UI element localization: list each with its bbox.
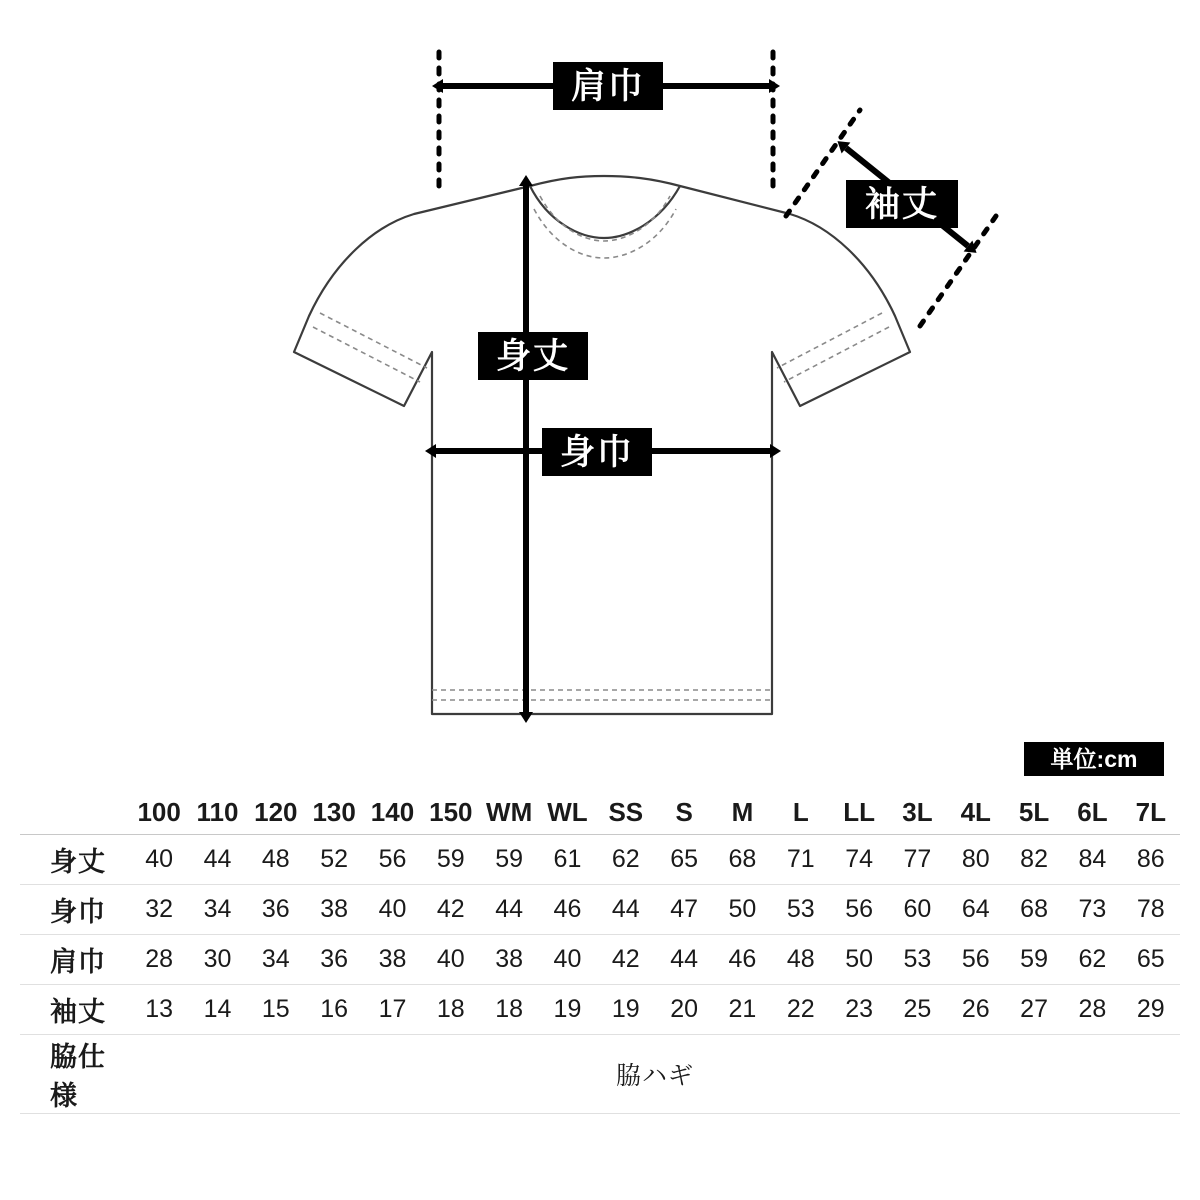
- measure-cell: 27: [1005, 985, 1063, 1035]
- measure-cell: 18: [480, 985, 538, 1035]
- table-row: [20, 885, 1180, 935]
- size-header-ll: LL: [830, 790, 888, 835]
- measure-cell: 56: [947, 935, 1005, 985]
- measure-cell: 59: [1005, 935, 1063, 985]
- measure-cell: 34: [188, 885, 246, 935]
- measure-cell: 40: [538, 935, 596, 985]
- measure-cell: 74: [830, 835, 888, 885]
- size-header-130: 130: [305, 790, 363, 835]
- measure-cell: 46: [713, 935, 771, 985]
- measure-cell: 40: [130, 835, 188, 885]
- measure-cell: 23: [830, 985, 888, 1035]
- size-header-s: S: [655, 790, 713, 835]
- size-header-3l: 3L: [888, 790, 946, 835]
- label-body-length: 身丈: [478, 332, 588, 380]
- size-table-container: [0, 790, 1200, 1114]
- table-row: [20, 985, 1180, 1035]
- label-unit: 単位:cm: [1024, 742, 1164, 776]
- measure-cell: 78: [1122, 885, 1180, 935]
- measure-cell: 48: [247, 835, 305, 885]
- measure-cell: 44: [655, 935, 713, 985]
- measure-cell: 68: [713, 835, 771, 885]
- measure-cell: 65: [1122, 935, 1180, 985]
- measure-cell: 42: [422, 885, 480, 935]
- measure-cell: 52: [305, 835, 363, 885]
- table-row: [20, 935, 1180, 985]
- table-body: [20, 835, 1180, 1114]
- measure-cell: 73: [1063, 885, 1121, 935]
- measure-cell: 64: [947, 885, 1005, 935]
- measure-cell: 62: [1063, 935, 1121, 985]
- size-header-110: 110: [188, 790, 246, 835]
- measure-cell: 38: [305, 885, 363, 935]
- measure-cell: 25: [888, 985, 946, 1035]
- measure-cell: 86: [1122, 835, 1180, 885]
- measure-cell: 56: [830, 885, 888, 935]
- measure-cell: 80: [947, 835, 1005, 885]
- measure-cell: 60: [888, 885, 946, 935]
- measure-cell: 14: [188, 985, 246, 1035]
- note-row-value: 脇ハギ: [130, 1035, 1180, 1114]
- table-row: [20, 835, 1180, 885]
- measure-cell: 77: [888, 835, 946, 885]
- measure-cell: 34: [247, 935, 305, 985]
- measure-cell: 44: [188, 835, 246, 885]
- row-label: 身巾: [20, 885, 130, 935]
- measure-cell: 28: [130, 935, 188, 985]
- table-header-row: [20, 790, 1180, 835]
- measure-cell: 13: [130, 985, 188, 1035]
- measure-cell: 40: [363, 885, 421, 935]
- measure-cell: 42: [597, 935, 655, 985]
- measure-cell: 50: [830, 935, 888, 985]
- measure-cell: 48: [772, 935, 830, 985]
- table-note-row: [20, 1035, 1180, 1114]
- measure-cell: 32: [130, 885, 188, 935]
- measure-cell: 16: [305, 985, 363, 1035]
- measure-cell: 28: [1063, 985, 1121, 1035]
- size-header-100: 100: [130, 790, 188, 835]
- measure-cell: 38: [363, 935, 421, 985]
- measure-cell: 36: [247, 885, 305, 935]
- measure-cell: 62: [597, 835, 655, 885]
- measure-cell: 61: [538, 835, 596, 885]
- measure-cell: 68: [1005, 885, 1063, 935]
- size-header-m: M: [713, 790, 771, 835]
- measure-cell: 47: [655, 885, 713, 935]
- measure-cell: 19: [597, 985, 655, 1035]
- measure-cell: 84: [1063, 835, 1121, 885]
- label-sleeve-length: 袖丈: [846, 180, 958, 228]
- label-body-width: 身巾: [542, 428, 652, 476]
- measure-cell: 44: [480, 885, 538, 935]
- size-header-wm: WM: [480, 790, 538, 835]
- measure-cell: 65: [655, 835, 713, 885]
- size-header-4l: 4L: [947, 790, 1005, 835]
- measure-cell: 44: [597, 885, 655, 935]
- measure-cell: 38: [480, 935, 538, 985]
- measure-cell: 15: [247, 985, 305, 1035]
- measure-cell: 18: [422, 985, 480, 1035]
- measure-cell: 29: [1122, 985, 1180, 1035]
- measure-cell: 59: [422, 835, 480, 885]
- size-header-wl: WL: [538, 790, 596, 835]
- measure-cell: 53: [888, 935, 946, 985]
- size-header-7l: 7L: [1122, 790, 1180, 835]
- size-header-6l: 6L: [1063, 790, 1121, 835]
- size-header-l: L: [772, 790, 830, 835]
- size-header-140: 140: [363, 790, 421, 835]
- row-label: 袖丈: [20, 985, 130, 1035]
- size-header-ss: SS: [597, 790, 655, 835]
- measure-cell: 71: [772, 835, 830, 885]
- measure-cell: 46: [538, 885, 596, 935]
- note-row-label: 脇仕様: [20, 1035, 130, 1114]
- measure-cell: 50: [713, 885, 771, 935]
- measure-cell: 19: [538, 985, 596, 1035]
- measure-cell: 30: [188, 935, 246, 985]
- measure-cell: 82: [1005, 835, 1063, 885]
- label-shoulder-width: 肩巾: [553, 62, 663, 110]
- measure-cell: 56: [363, 835, 421, 885]
- measure-cell: 40: [422, 935, 480, 985]
- size-table: [20, 790, 1180, 1114]
- measure-cell: 17: [363, 985, 421, 1035]
- size-header-150: 150: [422, 790, 480, 835]
- measure-cell: 59: [480, 835, 538, 885]
- measure-cell: 36: [305, 935, 363, 985]
- measure-cell: 20: [655, 985, 713, 1035]
- measure-cell: 53: [772, 885, 830, 935]
- measure-cell: 21: [713, 985, 771, 1035]
- measure-cell: 26: [947, 985, 1005, 1035]
- row-label: 肩巾: [20, 935, 130, 985]
- size-header-120: 120: [247, 790, 305, 835]
- measure-cell: 22: [772, 985, 830, 1035]
- table-corner-cell: [20, 790, 130, 835]
- size-header-5l: 5L: [1005, 790, 1063, 835]
- row-label: 身丈: [20, 835, 130, 885]
